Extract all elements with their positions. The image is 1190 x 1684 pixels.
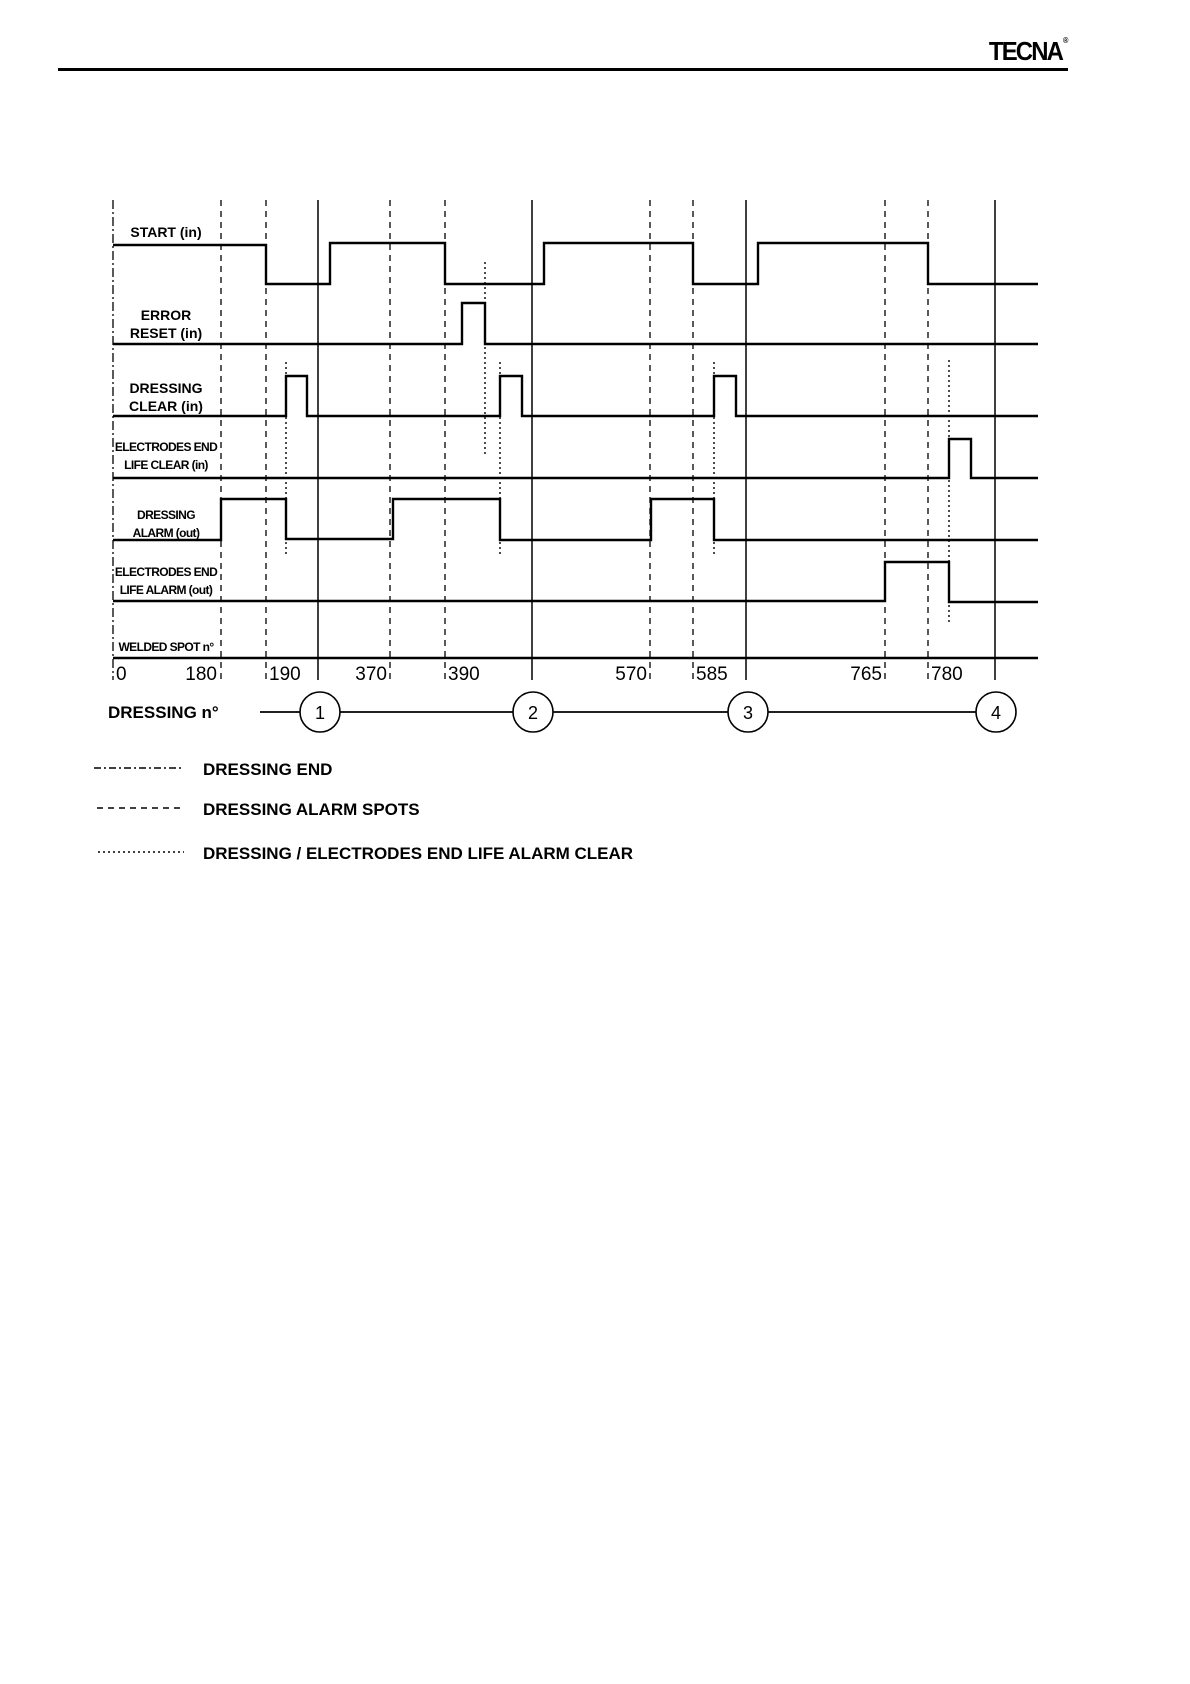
label-electrodes-clear-2: LIFE CLEAR (in) (124, 458, 208, 472)
trace-electrodes-end-life-alarm (113, 562, 1038, 602)
signal-labels (115, 224, 218, 654)
label-welded-spot: WELDED SPOT n° (118, 640, 214, 654)
alarm-clear-markers (286, 262, 949, 625)
dressing-number-2: 2 (527, 703, 539, 723)
label-start: START (in) (130, 224, 202, 240)
label-dressing-number: DRESSING n° (108, 703, 219, 722)
dressing-number-1: 1 (314, 703, 326, 723)
legend-label-dressing-end: DRESSING END (203, 760, 333, 779)
spot-number-780: 780 (931, 664, 963, 685)
legend-label-alarm-clear: DRESSING / ELECTRODES END LIFE ALARM CLEAR (203, 844, 634, 863)
spot-number-180: 180 (185, 664, 217, 685)
spot-number-370: 370 (355, 664, 387, 685)
dressing-numbers (315, 703, 1001, 723)
label-error-reset-2: RESET (in) (129, 325, 203, 341)
label-dressing-clear-1: DRESSING (129, 380, 203, 396)
trace-dressing-alarm (113, 499, 1038, 540)
label-dressing-alarm-1: DRESSING (137, 508, 195, 522)
signal-traces (113, 243, 1038, 712)
label-electrodes-clear-1: ELECTRODES END (114, 440, 218, 454)
trace-dressing-clear (113, 376, 1038, 416)
dressing-number-3: 3 (742, 703, 754, 723)
label-dressing-alarm-2: ALARM (out) (132, 526, 200, 540)
label-dressing-clear-2: CLEAR (in) (129, 398, 203, 414)
trace-start (113, 243, 1038, 284)
spot-number-765: 765 (850, 664, 882, 685)
label-electrodes-alarm-2: LIFE ALARM (out) (119, 583, 213, 597)
spot-number-570: 570 (615, 664, 647, 685)
legend-label-alarm-spots: DRESSING ALARM SPOTS (203, 800, 420, 819)
legend (94, 768, 184, 852)
registered-mark: ® (1062, 36, 1068, 45)
trace-error-reset (113, 303, 1038, 344)
dressing-number-4: 4 (990, 703, 1002, 723)
trace-electrodes-end-life-clear (113, 439, 1038, 478)
brand-name: TECNA (988, 36, 1062, 66)
label-electrodes-alarm-1: ELECTRODES END (114, 565, 218, 579)
spot-number-190: 190 (269, 664, 301, 685)
guide-lines (113, 200, 995, 680)
welded-spot-numbers (116, 664, 963, 685)
spot-number-585: 585 (696, 664, 728, 685)
spot-number-0: 0 (116, 664, 127, 685)
spot-number-390: 390 (448, 664, 480, 685)
label-error-reset-1: ERROR (140, 307, 192, 323)
